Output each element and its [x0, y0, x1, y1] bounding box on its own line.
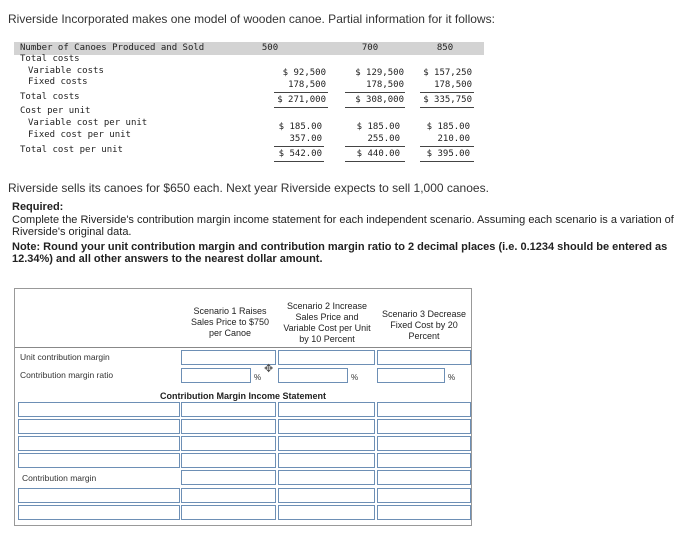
col-700: 700: [361, 43, 379, 53]
double-underline: [345, 107, 405, 108]
scenario-2-row-5-input[interactable]: [278, 488, 375, 503]
header-divider: [15, 347, 471, 348]
fixed-cost-500: 178,500: [288, 80, 326, 90]
underline: [345, 146, 405, 147]
total-cost-850: $ 335,750: [423, 95, 472, 105]
fixed-per-unit-850: 210.00: [437, 134, 470, 144]
scenario-3-row-6-input[interactable]: [377, 505, 471, 520]
underline: [420, 146, 474, 147]
total-per-unit-label: Total cost per unit: [20, 145, 123, 155]
scenario-1-row-4-input[interactable]: [181, 453, 276, 468]
scenario-2-header: Scenario 2 Increase Sales Price and Variable Cost per Unit by 10 Percent: [283, 301, 371, 344]
underline: [274, 146, 324, 147]
scenario-2-row-6-input[interactable]: [278, 505, 375, 520]
statement-label-input-2[interactable]: [18, 419, 180, 434]
scenario-1-row-1-input[interactable]: [181, 402, 276, 417]
variable-per-unit-700: $ 185.00: [356, 122, 400, 132]
scenario-1-row-3-input[interactable]: [181, 436, 276, 451]
percent-sign: %: [448, 373, 456, 382]
double-underline: [274, 107, 328, 108]
fixed-cost-700: 178,500: [366, 80, 404, 90]
scenario-2-cm-input[interactable]: [278, 470, 375, 485]
scenario-3-row-4-input[interactable]: [377, 453, 471, 468]
double-underline: [420, 161, 474, 162]
scenario-3-row-2-input[interactable]: [377, 419, 471, 434]
scenario-3-cm-input[interactable]: [377, 470, 471, 485]
col-500: 500: [261, 43, 279, 53]
scenario-2-row-4-input[interactable]: [278, 453, 375, 468]
total-costs-label: Total costs: [20, 92, 80, 102]
scenario-3-row-1-input[interactable]: [377, 402, 471, 417]
scenario-1-row-2-input[interactable]: [181, 419, 276, 434]
fixed-costs-label: Fixed costs: [28, 77, 88, 87]
cm-ratio-label: Contribution margin ratio: [20, 370, 114, 380]
variable-cost-850: $ 157,250: [423, 68, 472, 78]
cost-per-unit-heading: Cost per unit: [20, 106, 91, 116]
scenario-2-row-3-input[interactable]: [278, 436, 375, 451]
scenario-3-row-3-input[interactable]: [377, 436, 471, 451]
fixed-per-unit-500: 357.00: [289, 134, 322, 144]
double-underline: [345, 161, 405, 162]
cm-statement-title: Contribution Margin Income Statement: [160, 391, 327, 401]
move-cursor-icon: ✥: [264, 363, 274, 375]
fixed-per-unit-700: 255.00: [367, 134, 400, 144]
variable-cost-500: $ 92,500: [282, 68, 326, 78]
scenario-1-cm-input[interactable]: [181, 470, 276, 485]
scenario-3-unit-cm-input[interactable]: [377, 350, 471, 365]
scenario-2-unit-cm-input[interactable]: [278, 350, 375, 365]
variable-per-unit-850: $ 185.00: [426, 122, 470, 132]
scenario-1-header: Scenario 1 Raises Sales Price to $750 per Canoe: [190, 306, 270, 338]
scenario-1-cm-ratio-input[interactable]: [181, 368, 251, 383]
col-850: 850: [436, 43, 454, 53]
double-underline: [420, 107, 474, 108]
scenario-2-cm-ratio-input[interactable]: [278, 368, 348, 383]
scenario-3-row-5-input[interactable]: [377, 488, 471, 503]
total-per-unit-850: $ 395.00: [426, 149, 470, 159]
total-cost-500: $ 271,000: [277, 95, 326, 105]
sales-info-text: Riverside sells its canoes for $650 each. Next year Riverside expects to sell 1,000 canoes.: [8, 181, 489, 195]
statement-label-input-6[interactable]: [18, 505, 180, 520]
required-text: Complete the Riverside's contribution margin income statement for each independent scenario. Assuming each scenario is a variation of Riverside's original data.: [12, 214, 674, 238]
contribution-margin-label: Contribution margin: [22, 473, 97, 483]
underline: [345, 92, 405, 93]
scenario-2-row-2-input[interactable]: [278, 419, 375, 434]
statement-label-input-5[interactable]: [18, 488, 180, 503]
total-per-unit-700: $ 440.00: [356, 149, 400, 159]
total-cost-700: $ 308,000: [355, 95, 404, 105]
percent-sign: %: [254, 373, 262, 382]
rounding-note: Note: Round your unit contribution margin and contribution margin ratio to 2 decimal places (i.e. 0.1234 should be entered as 12.34%) and all other answers to the nearest dollar amount.: [12, 241, 668, 265]
underline: [274, 92, 328, 93]
scenario-1-unit-cm-input[interactable]: [181, 350, 276, 365]
fixed-per-unit-label: Fixed cost per unit: [28, 130, 131, 140]
scenario-2-row-1-input[interactable]: [278, 402, 375, 417]
variable-costs-label: Variable costs: [28, 66, 104, 76]
scenario-3-header: Scenario 3 Decrease Fixed Cost by 20 Percent: [381, 309, 467, 341]
scenario-1-row-6-input[interactable]: [181, 505, 276, 520]
fixed-cost-850: 178,500: [434, 80, 472, 90]
total-costs-heading: Total costs: [20, 54, 80, 64]
cost-table: [0, 0, 700, 170]
variable-per-unit-label: Variable cost per unit: [28, 118, 148, 128]
total-per-unit-500: $ 542.00: [278, 149, 322, 159]
statement-label-input-3[interactable]: [18, 436, 180, 451]
underline: [420, 92, 474, 93]
double-underline: [274, 161, 324, 162]
statement-label-input-1[interactable]: [18, 402, 180, 417]
required-title: Required:: [12, 201, 64, 213]
variable-cost-700: $ 129,500: [355, 68, 404, 78]
variable-per-unit-500: $ 185.00: [278, 122, 322, 132]
scenario-3-cm-ratio-input[interactable]: [377, 368, 445, 383]
unit-cm-label: Unit contribution margin: [20, 352, 110, 362]
statement-label-input-4[interactable]: [18, 453, 180, 468]
scenario-1-row-5-input[interactable]: [181, 488, 276, 503]
intro-text: Riverside Incorporated makes one model of wooden canoe. Partial information for it follows:: [8, 12, 495, 26]
header-label: Number of Canoes Produced and Sold: [20, 43, 205, 53]
percent-sign: %: [351, 373, 359, 382]
